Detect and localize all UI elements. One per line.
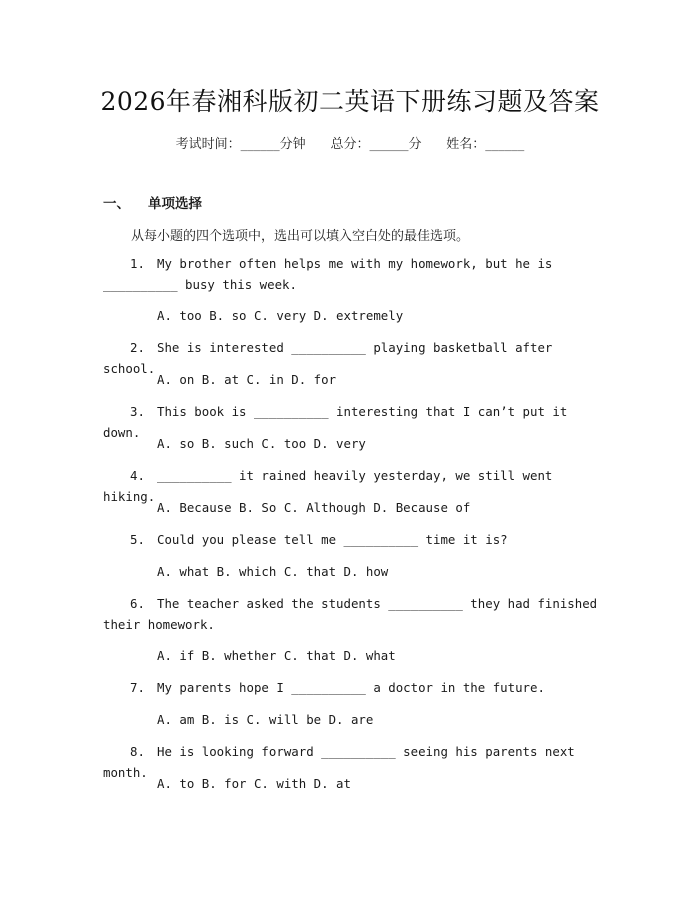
question-text: He is looking forward __________ seeing his parents next month. xyxy=(103,744,583,780)
section-title: 单项选择 xyxy=(148,196,202,212)
question-number: 5. xyxy=(130,532,145,547)
question-item xyxy=(103,593,603,635)
exam-meta xyxy=(0,133,700,152)
question-text: My brother often helps me with my homework, but he is __________ busy this week. xyxy=(103,256,560,292)
student-name-field: 姓名：______ xyxy=(446,137,525,152)
question-text: Could you please tell me __________ time it is? xyxy=(157,532,508,547)
question-text: My parents hope I __________ a doctor in the future. xyxy=(157,680,545,695)
question-item xyxy=(103,529,603,550)
section-heading xyxy=(103,192,202,212)
section-number: 一、 xyxy=(103,196,130,212)
question-number: 7. xyxy=(130,680,145,695)
question-options: A. so B. such C. too D. very xyxy=(157,436,366,451)
question-text: She is interested __________ playing basketball after school. xyxy=(103,340,560,376)
total-score-field: 总分：______分 xyxy=(330,137,422,152)
page-title: 2026年春湘科版初二英语下册练习题及答案 xyxy=(100,87,600,116)
question-number: 8. xyxy=(130,744,145,759)
exam-time-field: 考试时间：______分钟 xyxy=(175,137,306,152)
question-number: 1. xyxy=(130,256,145,271)
question-options: A. to B. for C. with D. at xyxy=(157,776,351,791)
question-text: __________ it rained heavily yesterday, we still went hiking. xyxy=(103,468,560,504)
question-options: A. on B. at C. in D. for xyxy=(157,372,337,387)
question-options: A. if B. whether C. that D. what xyxy=(157,648,396,663)
question-number: 3. xyxy=(130,404,145,419)
question-number: 4. xyxy=(130,468,145,483)
question-text: The teacher asked the students __________ they had finished their homework. xyxy=(103,596,605,632)
question-number: 6. xyxy=(130,596,145,611)
question-options: A. am B. is C. will be D. are xyxy=(157,712,374,727)
question-options: A. what B. which C. that D. how xyxy=(157,564,389,579)
question-options: A. Because B. So C. Although D. Because of xyxy=(157,500,471,515)
question-item xyxy=(103,677,603,698)
question-number: 2. xyxy=(130,340,145,355)
section-instruction: 从每小题的四个选项中，选出可以填入空白处的最佳选项。 xyxy=(131,229,470,244)
question-options: A. too B. so C. very D. extremely xyxy=(157,308,404,323)
question-item xyxy=(103,253,603,295)
question-text: This book is __________ interesting that I can’t put it down. xyxy=(103,404,575,440)
